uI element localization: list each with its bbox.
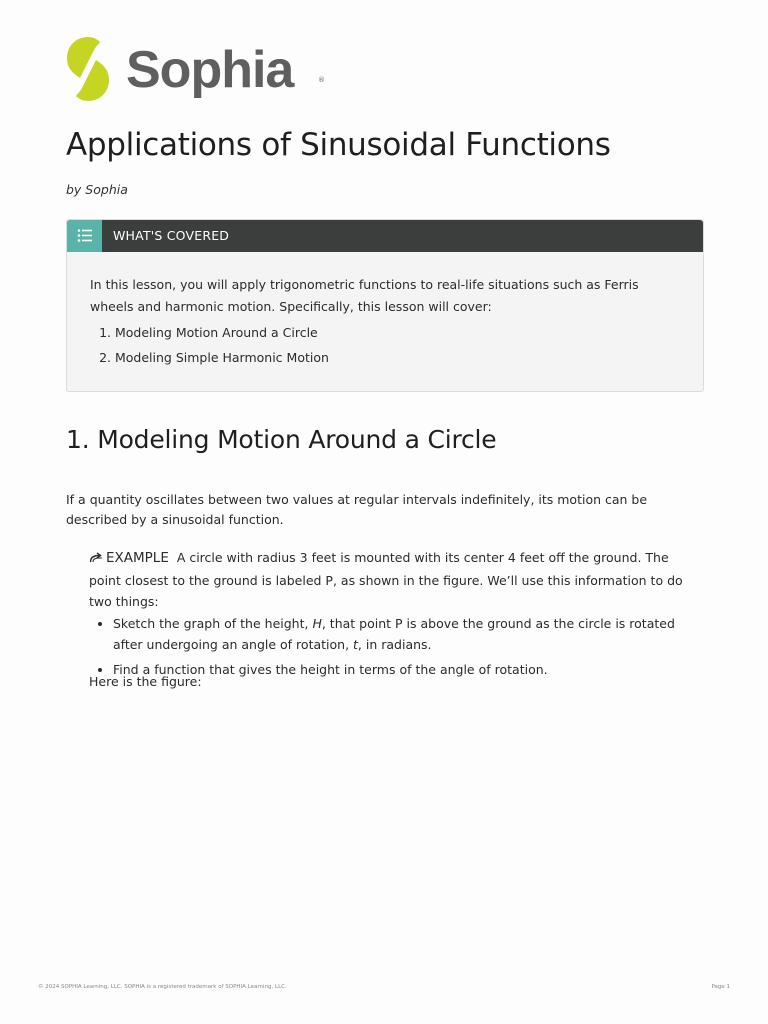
whats-covered-box (66, 219, 704, 392)
page-title: Applications of Sinusoidal Functions (66, 127, 611, 163)
example-label: EXAMPLE (106, 550, 169, 566)
example-text: A circle with radius 3 feet is mounted with its center 4 feet off the ground. The point closest to the ground is labeled P, as shown in the figure. We’ll use this information to do two things: (89, 550, 683, 609)
list-item: • Find a function that gives the height in terms of the angle of rotation. (113, 659, 695, 680)
whats-covered-intro: In this lesson, you will apply trigonometric functions to real-life situations such as Ferris wheels and harmonic motion. Specifically, this lesson will cover: (90, 277, 639, 314)
covered-list (90, 320, 680, 370)
whats-covered-body (90, 274, 680, 370)
list-item: • Sketch the graph of the height, H, that point P is above the ground as the circle is rotated after undergoing an angle of rotation, t, in radians. (113, 613, 695, 655)
footer-copyright: © 2024 SOPHIA Learning, LLC. SOPHIA is a registered trademark of SOPHIA Learning, LLC. (38, 984, 287, 990)
list-item: 1. Modeling Motion Around a Circle (115, 320, 680, 345)
example-arrow-icon (89, 549, 104, 570)
figure-intro: Here is the figure: (89, 674, 202, 689)
section-heading: 1. Modeling Motion Around a Circle (66, 425, 497, 454)
example-block (89, 547, 695, 684)
byline: by Sophia (66, 182, 128, 197)
list-item: 2. Modeling Simple Harmonic Motion (115, 345, 680, 370)
sophia-logo-icon (66, 36, 110, 102)
page-number: Page 1 (711, 984, 730, 990)
whats-covered-header (67, 220, 703, 252)
whats-covered-title: WHAT'S COVERED (113, 228, 230, 243)
sophia-logo (66, 36, 326, 104)
logo-wordmark: Sophia (126, 41, 294, 99)
list-icon (67, 220, 102, 252)
section-paragraph: If a quantity oscillates between two values at regular intervals indefinitely, its motion can be described by a sinusoidal function. (66, 492, 648, 527)
example-bullets (89, 613, 695, 680)
logo-registered-mark: ® (318, 76, 325, 84)
